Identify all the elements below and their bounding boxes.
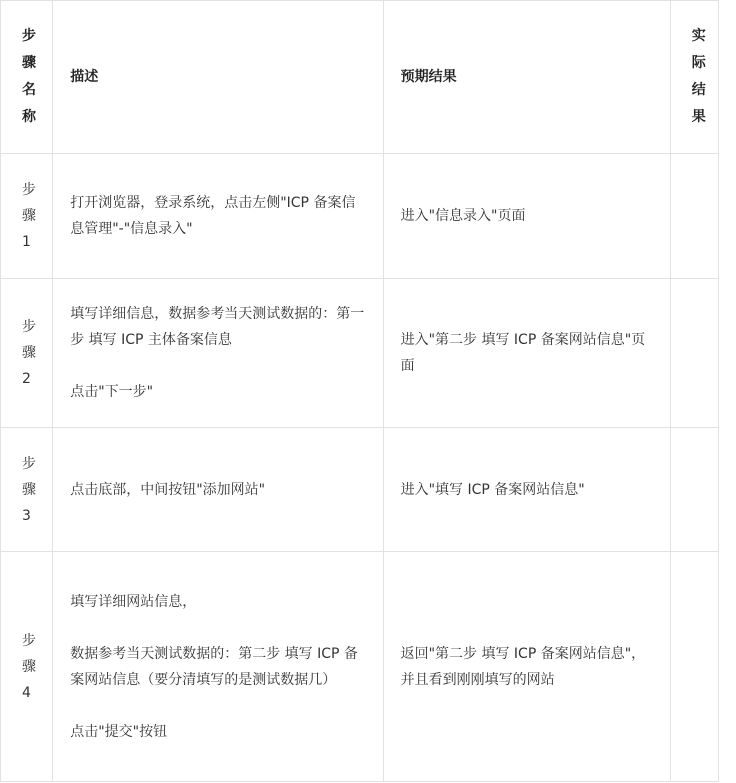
description-cell xyxy=(53,154,383,279)
description-cell xyxy=(53,552,383,782)
step-name-cell: 步骤1 xyxy=(1,154,53,279)
step-name-cell: 步骤4 xyxy=(1,552,53,782)
step-name-cell: 步骤2 xyxy=(1,279,53,428)
expected-result-cell: 进入"第二步 填写 ICP 备案网站信息"页面 xyxy=(383,279,670,428)
step-name-cell: 步骤3 xyxy=(1,428,53,552)
expected-result-cell: 返回"第二步 填写 ICP 备案网站信息"，并且看到刚刚填写的网站 xyxy=(383,552,670,782)
table-row xyxy=(1,154,719,279)
description-text: 数据参考当天测试数据的：第二步 填写 ICP 备案网站信息（要分清填写的是测试数据几） xyxy=(70,645,358,688)
actual-result-cell xyxy=(670,279,718,428)
header-step-name: 步骤名称 xyxy=(1,1,53,154)
description-text: 填写详细网站信息， xyxy=(70,593,197,610)
description-cell xyxy=(53,428,383,552)
table-row xyxy=(1,552,719,782)
header-expected-result: 预期结果 xyxy=(383,1,670,154)
description-text: 点击底部，中间按钮"添加网站" xyxy=(70,481,266,498)
expected-result-cell: 进入"填写 ICP 备案网站信息" xyxy=(383,428,670,552)
actual-result-cell xyxy=(670,428,718,552)
actual-result-cell xyxy=(670,552,718,782)
actual-result-cell xyxy=(670,154,718,279)
header-row xyxy=(1,1,719,154)
expected-result-cell: 进入"信息录入"页面 xyxy=(383,154,670,279)
description-cell xyxy=(53,279,383,428)
description-text: 打开浏览器，登录系统，点击左侧"ICP 备案信息管理"-"信息录入" xyxy=(70,195,356,237)
description-text: 填写详细信息，数据参考当天测试数据的：第一步 填写 ICP 主体备案信息 xyxy=(70,306,365,348)
table-row xyxy=(1,428,719,552)
header-actual-result: 实际结果 xyxy=(670,1,718,154)
description-text: 点击"下一步" xyxy=(70,384,154,400)
header-description: 描述 xyxy=(53,1,383,154)
table-row xyxy=(1,279,719,428)
description-text: 点击"提交"按钮 xyxy=(70,723,168,740)
